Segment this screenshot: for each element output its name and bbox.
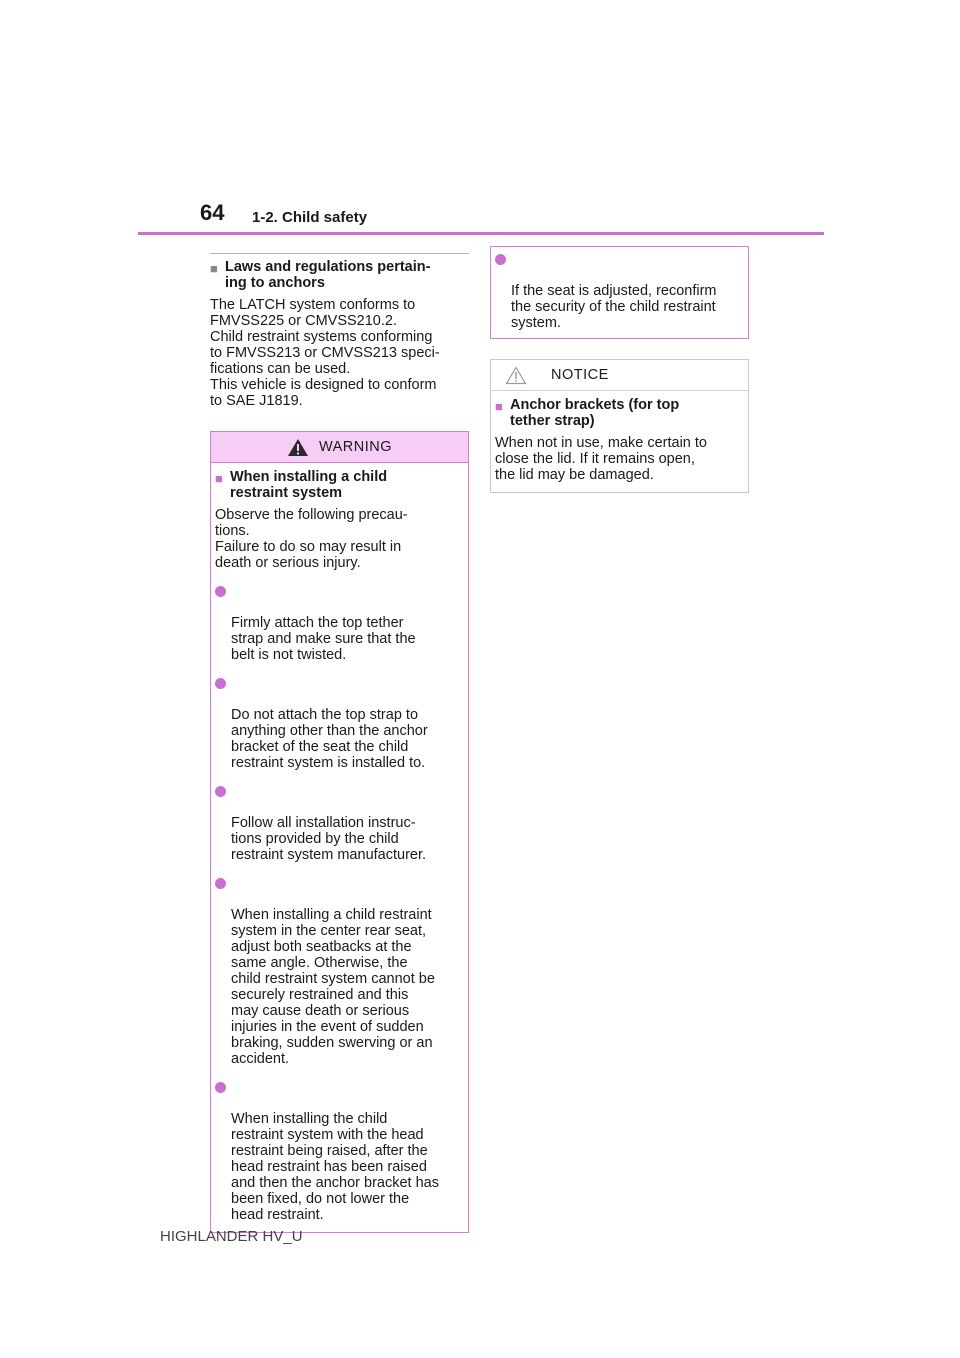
square-marker-icon: ■ bbox=[495, 399, 503, 414]
list-item bbox=[215, 875, 464, 1067]
header-rule bbox=[138, 232, 824, 235]
warning-triangle-icon bbox=[287, 438, 309, 457]
list-item bbox=[495, 251, 744, 331]
heading-installing-child-restraint bbox=[215, 469, 464, 501]
circle-bullet-icon bbox=[495, 254, 506, 265]
circle-bullet-icon bbox=[215, 878, 226, 889]
bullet-text: Do not attach the top strap to anything other than the anchor bracket of the seat the child restraint system is installed to. bbox=[231, 707, 428, 771]
heading-text: When installing a child restraint system bbox=[230, 469, 388, 501]
section-title: 1-2. Child safety bbox=[252, 209, 368, 226]
notice-triangle-icon bbox=[505, 366, 527, 385]
warning-header bbox=[211, 432, 468, 463]
notice-text: When not in use, make certain to close the lid. If it remains open, the lid may be damaged. bbox=[495, 435, 707, 483]
bullet-text: If the seat is adjusted, reconfirm the security of the child restraint system. bbox=[511, 283, 717, 331]
left-column bbox=[210, 253, 469, 1233]
notice-header bbox=[491, 360, 748, 391]
warning-body bbox=[211, 463, 468, 1232]
circle-bullet-icon bbox=[215, 1082, 226, 1093]
square-marker-icon: ■ bbox=[215, 471, 223, 486]
warning-intro: Observe the following precau- tions. Failure to do so may result in death or serious injury. bbox=[215, 507, 408, 571]
circle-bullet-icon bbox=[215, 678, 226, 689]
notice-body bbox=[491, 391, 748, 492]
warning-box bbox=[210, 431, 469, 1233]
right-column bbox=[490, 246, 749, 493]
list-item bbox=[215, 583, 464, 663]
page-number: 64 bbox=[200, 200, 225, 225]
notice-box bbox=[490, 359, 749, 493]
warning-box-continued bbox=[490, 246, 749, 339]
heading-text: Anchor brackets (for top tether strap) bbox=[510, 397, 680, 429]
list-item bbox=[215, 675, 464, 771]
warning-label: WARNING bbox=[318, 439, 393, 455]
bullet-text: When installing a child restraint system in the center rear seat, adjust both seatbacks at the same angle. Otherwise, the child restraint system cannot be securely restrained and this may cause death or serious injuries in the event of sudden braking, sudden swerving or an accident. bbox=[231, 907, 435, 1067]
circle-bullet-icon bbox=[215, 586, 226, 597]
list-item bbox=[215, 1079, 464, 1223]
square-marker-icon: ■ bbox=[210, 261, 218, 276]
warning-continued-body bbox=[491, 247, 748, 338]
bullet-text: Firmly attach the top tether strap and make sure that the belt is not twisted. bbox=[231, 615, 416, 663]
notice-label: NOTICE bbox=[551, 367, 609, 383]
heading-anchor-brackets bbox=[495, 397, 744, 429]
bullet-text: Follow all installation instruc- tions provided by the child restraint system manufacturer. bbox=[231, 815, 427, 863]
circle-bullet-icon bbox=[215, 786, 226, 797]
heading-laws-anchors bbox=[210, 259, 469, 291]
footer-model: HIGHLANDER HV_U bbox=[160, 1228, 303, 1245]
bullet-text: When installing the child restraint system with the head restraint being raised, after the head restraint has been raised and then the anchor bracket has been fixed, do not lower the head restraint. bbox=[231, 1111, 439, 1223]
heading-text: Laws and regulations pertain- ing to anchors bbox=[225, 259, 431, 291]
divider bbox=[210, 253, 469, 254]
list-item bbox=[215, 783, 464, 863]
body-text: The LATCH system conforms to FMVSS225 or CMVSS210.2. Child restraint systems conforming to FMVSS213 or CMVSS213 speci- fications can be used. This vehicle is designed to conform to SAE J1819. bbox=[210, 297, 440, 409]
